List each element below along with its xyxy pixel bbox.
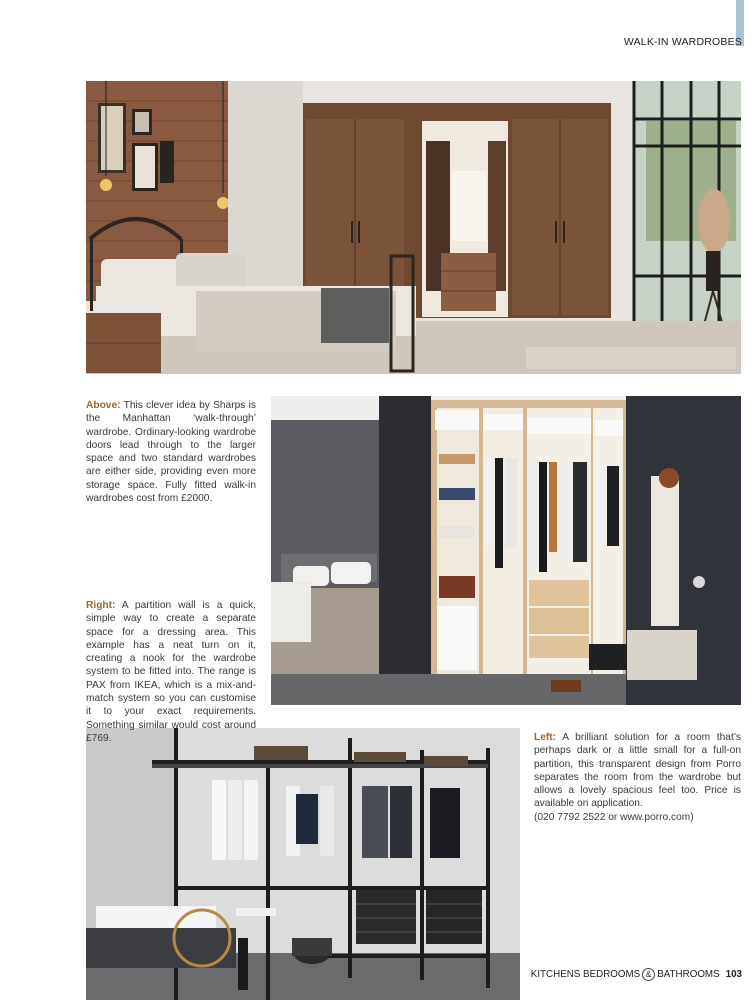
footer-magazine-right: BATHROOMS bbox=[657, 969, 720, 981]
page-footer bbox=[531, 968, 742, 981]
photo-ikea-pax-partition bbox=[271, 396, 741, 705]
caption-above-text: This clever idea by Sharps is the Manhattan ‘walk-through’ wardrobe. Ordinary-looking wardrobe doors lead through to the larger space and two standard wardrobes are either side, providing even more storage space. Fully fitted walk-in wardrobes cost from £2000. bbox=[86, 400, 256, 505]
caption-right-lead: Right: bbox=[86, 600, 116, 611]
caption-left bbox=[534, 731, 741, 824]
caption-left-lead: Left: bbox=[534, 732, 557, 743]
ampersand-badge: & bbox=[642, 968, 655, 981]
photo-porro-transparent-wardrobe bbox=[86, 728, 520, 1000]
page-number: 103 bbox=[725, 969, 742, 981]
caption-left-text: A brilliant solution for a room that’s perhaps dark or a little small for a full-on partition, this transparent design from Porro separates the room from the wardrobe but allows a lovely spacious feel too. Price is available on application. bbox=[534, 732, 741, 810]
caption-right-text: A partition wall is a quick, simple way to create a separate space for a dressing area. This example has a neat turn on it, creating a nook for the wardrobe system to be fitted into. The range is PAX from IKEA, which is a mix-and-match system so you can customise it to your exact requirements. Something similar would cost around £769. bbox=[86, 600, 256, 744]
caption-above bbox=[86, 399, 256, 505]
caption-above-lead: Above: bbox=[86, 400, 121, 411]
section-title: WALK-IN WARDROBES bbox=[623, 36, 742, 48]
photo-sharps-walk-through-wardrobe bbox=[86, 81, 741, 374]
caption-left-contact: (020 7792 2522 or www.porro.com) bbox=[534, 811, 694, 823]
footer-magazine-left: KITCHENS BEDROOMS bbox=[530, 969, 641, 981]
caption-right bbox=[86, 599, 256, 745]
